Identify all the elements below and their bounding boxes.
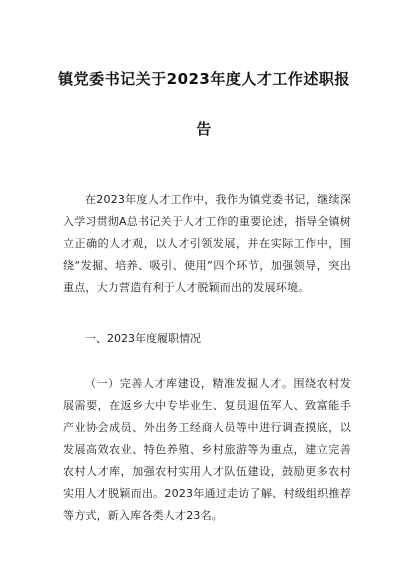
section-heading: 一、2023年度履职情况 bbox=[85, 332, 201, 345]
paragraph-talent-database: （一）完善人才库建设，精准发掘人才。围绕农村发展需要，在返乡大中专毕业生、复员退伍军人、致富能手产业协会成员、外出务工经商人员等中进行调查摸底，以发展高效农业、特色养殖、乡村旅游等为重点，建立完善农村人才库，加强农村实用人才队伍建设，鼓励更多农村实用人才脱颖而出。2023年通过走访了解、村级组织推荐等方式，新入库各类人才23名。 bbox=[63, 377, 351, 522]
paragraph-intro: 在2023年度人才工作中，我作为镇党委书记，继续深入学习贯彻A总书记关于人才工作的重要论述，指导全镇树立正确的人才观，以人才引领发展，并在实际工作中，围绕“发掘、培养、吸引、使用”四个环节，加强领导，突出重点，大力营造有利于人才脱颖而出的发展环境。 bbox=[63, 193, 351, 294]
document-title-line-1: 镇党委书记关于2023年度人才工作述职报 bbox=[58, 70, 350, 88]
document-title-line-2: 告 bbox=[196, 120, 212, 138]
